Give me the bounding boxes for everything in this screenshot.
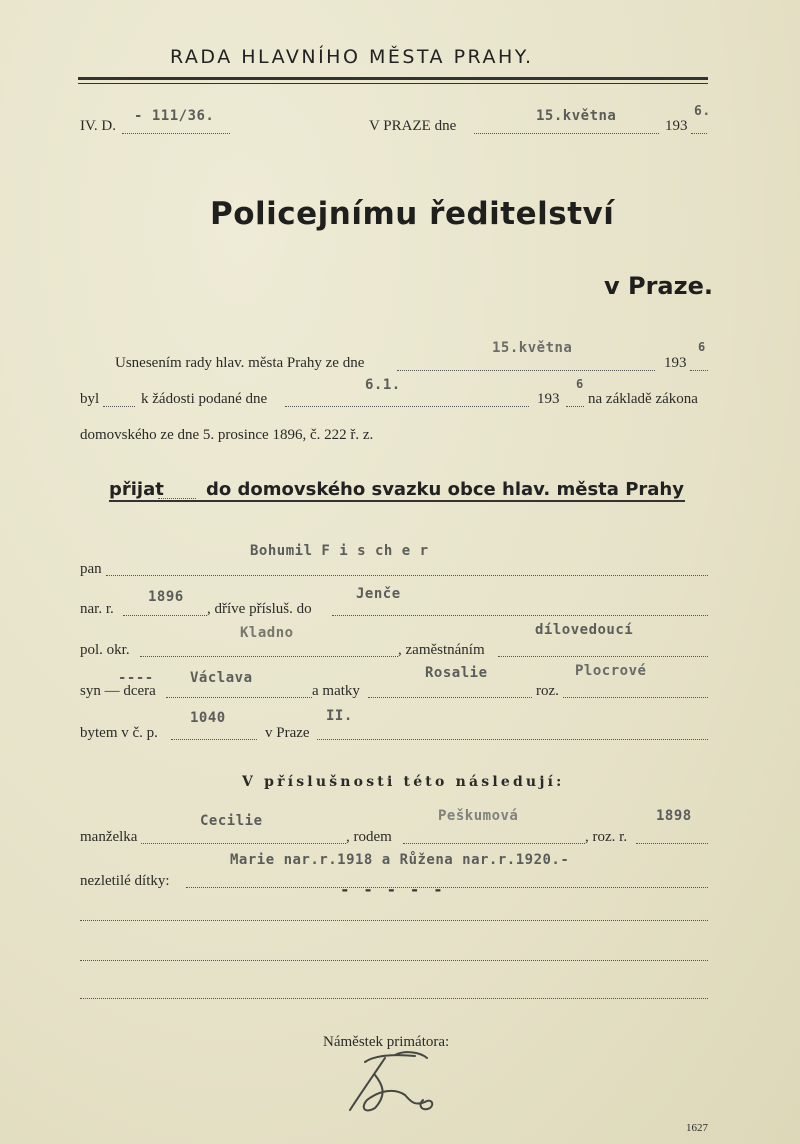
district-dots [140,656,398,657]
resolution-line2-label-b: k žádosti podané dne [141,391,268,407]
mother-dots [368,697,532,698]
belonging-heading: V příslušnosti této následují: [242,774,565,790]
date-dots [474,133,659,134]
reference-label: IV. D. [80,118,116,134]
nee-value: Plocrové [575,663,647,679]
admitted-dots [158,498,196,499]
occupation-dots [498,656,708,657]
resolution-line3: domovského ze dne 5. prosince 1896, č. 222 ř. z. [80,427,374,443]
residence-label: bytem v č. p. [80,725,158,741]
son-label: syn — dcera [80,683,156,699]
footer-number: 1627 [686,1122,708,1134]
wife-nee-value: Peškumová [438,808,519,824]
wife-born-value: 1898 [656,808,692,824]
prague-dots [317,739,708,740]
resolution-line1-date: 15.května [492,340,573,356]
born-dots [123,615,207,616]
mother-value: Rosalie [425,665,488,681]
resolution-line2-year: 193 [537,391,560,407]
wife-nee-dots [403,843,585,844]
district-label: pol. okr. [80,642,130,658]
resolution-line1-dots [397,370,655,371]
born-value: 1896 [148,589,184,605]
residence-dots [171,739,257,740]
resolution-line2-year-suffix: 6 [576,377,584,391]
signature-label: Náměstek primátora: [323,1034,450,1050]
formerly-dots [332,615,708,616]
person-name: Bohumil F i s ch e r [250,543,429,559]
pan-dots [106,575,708,576]
residence-number: 1040 [190,710,226,726]
wife-value: Cecilie [200,813,263,829]
nee-label: roz. [536,683,559,699]
year-prefix: 193 [665,118,688,134]
reference-dots [122,133,230,134]
children-label: nezletilé dítky: [80,873,170,889]
father-dots [166,697,312,698]
date-value: 15.května [536,108,617,124]
resolution-line2-label-a: byl [80,391,100,407]
district-value: Kladno [240,625,294,641]
pan-label: pan [80,561,102,577]
year-dots [691,133,707,134]
resolution-line1-year-suffix: 6 [698,340,706,354]
formerly-value: Jenče [356,586,401,602]
wife-born-label: , roz. r. [585,829,628,845]
reference-number: - 111/36. [134,108,215,124]
resolution-line1-year: 193 [664,355,687,371]
header-rule-bottom [78,83,708,84]
place-date-label: V PRAZE dne [369,118,457,134]
formerly-label: , dříve přísluš. do [207,601,312,617]
blank-line-3 [80,998,708,999]
resolution-line2-dots-b [285,406,529,407]
blank-line-1 [80,920,708,921]
resolution-line2-dots-a [103,406,135,407]
children-value: Marie nar.r.1918 a Růžena nar.r.1920.- [230,852,570,868]
son-mark: ---- [118,670,154,686]
signature-mark [335,1050,450,1120]
blank-line-2 [80,960,708,961]
children-dashes: - - - - - [340,880,445,899]
wife-nee-label: , rodem [346,829,392,845]
occupation-label: , zaměstnáním [398,642,485,658]
prague-label: v Praze [265,725,310,741]
resolution-line1-year-dots [690,370,708,371]
nee-dots [563,697,708,698]
year-suffix: 6. [694,104,711,119]
wife-dots [141,843,346,844]
born-label: nar. r. [80,601,114,617]
admitted-word: přijat [109,479,164,500]
admitted-rest: do domovského svazku obce hlav. města Prahy [206,479,684,500]
admitted-underline [109,500,685,502]
resolution-line2-date: 6.1. [365,377,401,393]
addressee-title: Policejnímu ředitelství [210,196,615,232]
addressee-location: v Praze. [604,272,713,300]
resolution-line1-label: Usnesením rady hlav. města Prahy ze dne [115,355,365,371]
prague-district: II. [326,708,353,724]
header-rule-top [78,77,708,80]
children-dots [186,887,708,888]
wife-born-dots [636,843,708,844]
wife-label: manželka [80,829,138,845]
council-heading: RADA HLAVNÍHO MĚSTA PRAHY. [170,46,534,68]
resolution-line2-year-dots [566,406,584,407]
mother-label: a matky [312,683,360,699]
father-value: Václava [190,670,253,686]
occupation-value: dílovedoucí [535,622,634,638]
resolution-line2-label-c: na základě zákona [588,391,698,407]
